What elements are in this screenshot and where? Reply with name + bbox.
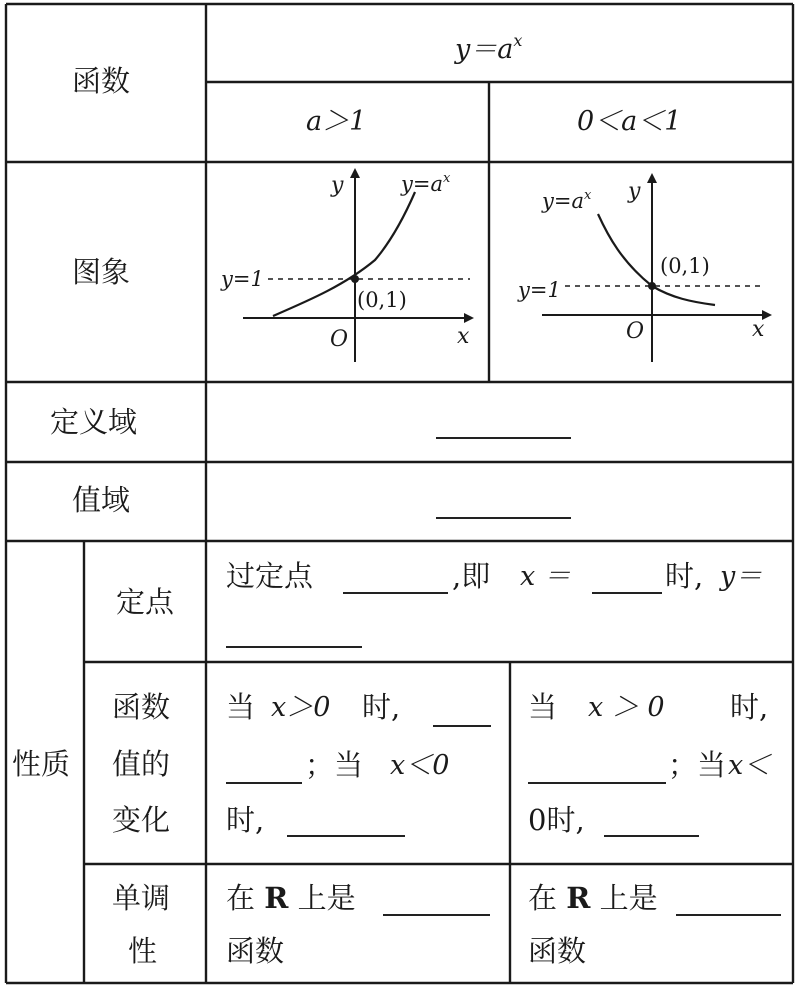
line-y1-label: y=1 — [221, 267, 264, 291]
fixed-point-x-eq: x ＝ — [520, 561, 571, 592]
mono-right-in: 在 — [528, 881, 558, 915]
point-0-1 — [648, 282, 656, 290]
curve-label: $y=a^x$ — [542, 188, 592, 213]
value-change-label-3: 变化 — [112, 803, 171, 837]
vc-right-line2-b: x＜ — [728, 750, 771, 781]
vc-left-line2-b: x＜0 — [390, 750, 450, 781]
case-a-greater-1: a＞1 — [306, 106, 367, 137]
axis-x-label: x — [457, 324, 470, 349]
value-change-label-2: 值的 — [112, 747, 171, 781]
mono-left-text3: 函数 — [226, 934, 285, 968]
domain-answer-blank[interactable] — [436, 437, 571, 439]
mono-right-R: R — [566, 881, 591, 915]
graph-label: 图象 — [72, 255, 131, 289]
fixed-point-text2: ,即 — [452, 559, 491, 593]
line-y1-label: y=1 — [518, 278, 561, 302]
vc-left-line1-c: 时, — [362, 690, 401, 724]
mono-right-text1 — [528, 881, 658, 915]
vc-right-line1-a: 当 — [528, 690, 558, 724]
vc-right-blank-2[interactable] — [604, 835, 699, 837]
fixed-point-text1: 过定点 — [226, 559, 314, 593]
vc-left-line3-a: 时, — [226, 803, 265, 837]
fixed-point-blank[interactable] — [343, 592, 448, 594]
formula-base: y＝a — [455, 34, 514, 65]
axis-y-label: y — [331, 173, 344, 198]
fixed-point-y-eq: y＝ — [720, 561, 763, 592]
mono-right-is: 上是 — [599, 881, 658, 915]
vc-right-line3-a: 0时, — [528, 803, 585, 837]
origin-label: O — [626, 319, 645, 344]
monotonicity-label-2: 性 — [128, 934, 158, 968]
vc-left-blank-2[interactable] — [226, 782, 302, 784]
mono-left-R: R — [264, 881, 289, 915]
mono-right-blank[interactable] — [676, 914, 781, 916]
curve-label: $y=a^x$ — [401, 171, 451, 196]
vc-left-blank-3[interactable] — [287, 835, 405, 837]
origin-label: O — [330, 327, 349, 352]
vc-right-line2-a: ；当 — [668, 748, 727, 782]
domain-label: 定义域 — [50, 405, 138, 439]
range-answer-blank[interactable] — [436, 517, 571, 519]
vc-left-line1-b: x＞0 — [271, 692, 331, 723]
function-label: 函数 — [72, 64, 131, 98]
fixed-point-y-blank[interactable] — [226, 646, 362, 648]
vc-left-line1-a: 当 — [226, 690, 256, 724]
mono-left-text1 — [226, 881, 356, 915]
fixed-point-text3: 时, — [665, 559, 704, 593]
vc-right-blank-1[interactable] — [528, 782, 666, 784]
fixed-point-x-blank[interactable] — [592, 592, 662, 594]
vc-left-line2-a: ；当 — [305, 748, 364, 782]
vc-right-line1-b: x ＞ 0 — [588, 692, 665, 723]
value-change-label-1: 函数 — [112, 690, 171, 724]
fixed-point-label: 定点 — [116, 585, 175, 619]
vc-right-line1-c: 时, — [730, 690, 769, 724]
axis-x-label: x — [752, 317, 765, 342]
mono-left-is: 上是 — [297, 881, 356, 915]
mono-left-blank[interactable] — [383, 914, 490, 916]
formula-exponent: x — [513, 31, 523, 50]
point-label: (0,1) — [357, 288, 407, 312]
properties-label: 性质 — [12, 747, 71, 781]
mono-left-in: 在 — [226, 881, 256, 915]
range-label: 值域 — [72, 483, 131, 517]
axis-y-label: y — [628, 179, 641, 204]
point-label: (0,1) — [660, 254, 710, 278]
monotonicity-label-1: 单调 — [112, 881, 171, 915]
mono-right-text3: 函数 — [528, 934, 587, 968]
vc-left-blank-1[interactable] — [433, 725, 491, 727]
case-a-between-0-1: 0＜a＜1 — [577, 106, 682, 137]
